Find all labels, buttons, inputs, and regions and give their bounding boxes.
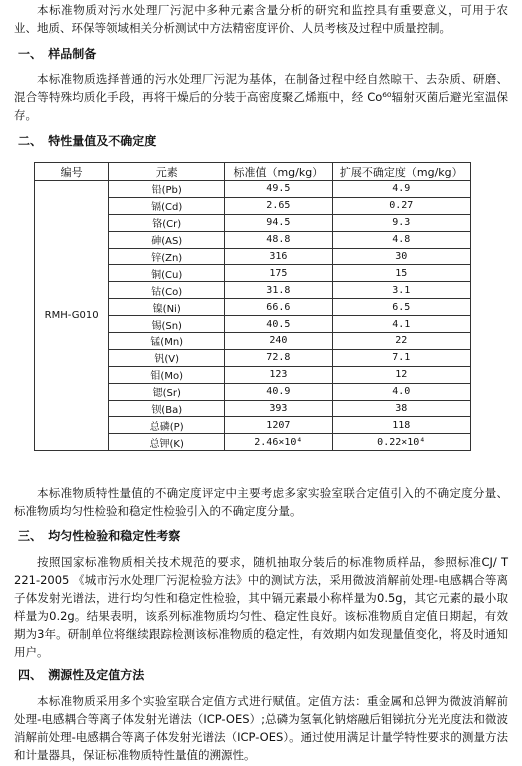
- element-cell: 铬(Cr): [109, 214, 225, 231]
- element-cell: 锰(Mn): [109, 333, 225, 350]
- standard-value-cell: 1207: [225, 417, 332, 434]
- uncertainty-cell: 6.5: [332, 299, 470, 316]
- section-number: 四、: [18, 668, 43, 682]
- preparation-paragraph: 本标准物质选择普通的污水处理厂污泥为基体，在制备过程中经自然晾干、去杂质、研磨、混合等特殊均质化手段，再将干燥后的分装于高密度聚乙烯瓶中，经 Co⁶⁰辐射灭菌后避光室温保存。: [14, 72, 508, 122]
- element-cell: 锡(Sn): [109, 316, 225, 333]
- section-heading-2: [18, 132, 156, 150]
- section-number: 二、: [18, 134, 43, 148]
- section-title: 样品制备: [48, 47, 97, 61]
- uncertainty-cell: 4.8: [332, 231, 470, 248]
- uncertainty-cell: 12: [332, 366, 470, 383]
- standard-value-cell: 175: [225, 265, 332, 282]
- uncertainty-cell: 3.1: [332, 282, 470, 299]
- element-cell: 钒(V): [109, 349, 225, 366]
- header-standard-value: 标准值（mg/kg）: [225, 163, 332, 181]
- section-number: 一、: [18, 47, 43, 61]
- uncertainty-cell: 7.1: [332, 349, 470, 366]
- uncertainty-paragraph: 本标准物质特性量值的不确定度评定中主要考虑多家实验室联合定值引入的不确定度分量、标准物质均匀性检验和稳定性检验引入的不确定度分量。: [14, 486, 508, 518]
- standard-value-cell: 393: [225, 400, 332, 417]
- standard-value-cell: 49.5: [225, 181, 332, 198]
- sample-code-cell: RMH-G010: [35, 181, 109, 451]
- standard-value-cell: 2.65: [225, 197, 332, 214]
- standard-value-cell: 48.8: [225, 231, 332, 248]
- reference-values-table: [34, 162, 471, 451]
- uncertainty-cell: 30: [332, 248, 470, 265]
- element-cell: 锶(Sr): [109, 383, 225, 400]
- uncertainty-cell: 9.3: [332, 214, 470, 231]
- section-title: 溯源性及定值方法: [48, 668, 145, 682]
- standard-value-cell: 40.5: [225, 316, 332, 333]
- section-title: 特性量值及不确定度: [48, 134, 157, 148]
- uncertainty-cell: 4.1: [332, 316, 470, 333]
- section-heading-4: [18, 666, 144, 684]
- standard-value-cell: 316: [225, 248, 332, 265]
- uncertainty-cell: 4.9: [332, 181, 470, 198]
- element-cell: 总钾(K): [109, 434, 225, 451]
- uncertainty-cell: 4.0: [332, 383, 470, 400]
- element-cell: 铜(Cu): [109, 265, 225, 282]
- header-code: 编号: [35, 163, 109, 181]
- table-body: [35, 181, 471, 451]
- section-heading-1: [18, 45, 96, 63]
- traceability-paragraph: 本标准物质采用多个实验室联合定值方式进行赋值。定值方法：重金属和总钾为微波消解前处理-电感耦合等离子体发射光谱法（ICP-OES）;总磷为氢氧化钠熔融后钼锑抗分光光度法和微波消解前处理-电感耦合等离子体发射光谱法（ICP-OES）。通过使用满足计量学特性要求的测量方法和计量器具，保证标准物质特性量值的溯源性。: [14, 694, 508, 762]
- element-cell: 钼(Mo): [109, 366, 225, 383]
- standard-value-cell: 40.9: [225, 383, 332, 400]
- element-cell: 钡(Ba): [109, 400, 225, 417]
- element-cell: 总磷(P): [109, 417, 225, 434]
- uncertainty-cell: 15: [332, 265, 470, 282]
- header-element: 元素: [109, 163, 225, 181]
- uncertainty-cell: 0.22×10⁴: [332, 434, 470, 451]
- uncertainty-cell: 0.27: [332, 197, 470, 214]
- element-cell: 镉(Cd): [109, 197, 225, 214]
- standard-value-cell: 123: [225, 366, 332, 383]
- table-row: [35, 181, 471, 198]
- standard-value-cell: 2.46×10⁴: [225, 434, 332, 451]
- section-title: 均匀性检验和稳定性考察: [48, 529, 181, 543]
- element-cell: 镍(Ni): [109, 299, 225, 316]
- header-uncertainty: 扩展不确定度（mg/kg）: [332, 163, 470, 181]
- standard-value-cell: 94.5: [225, 214, 332, 231]
- element-cell: 砷(AS): [109, 231, 225, 248]
- element-cell: 锌(Zn): [109, 248, 225, 265]
- standard-value-cell: 31.8: [225, 282, 332, 299]
- element-cell: 钴(Co): [109, 282, 225, 299]
- uncertainty-cell: 118: [332, 417, 470, 434]
- intro-paragraph: 本标准物质对污水处理厂污泥中多种元素含量分析的研究和监控具有重要意义，可用于农业、地质、环保等领域相关分析测试中方法精密度评价、人员考核及过程中质量控制。: [14, 3, 508, 35]
- section-heading-3: [18, 527, 180, 545]
- standard-value-cell: 66.6: [225, 299, 332, 316]
- table-header-row: [35, 163, 471, 181]
- section-number: 三、: [18, 529, 43, 543]
- uncertainty-cell: 22: [332, 333, 470, 350]
- standard-value-cell: 72.8: [225, 349, 332, 366]
- element-cell: 铅(Pb): [109, 181, 225, 198]
- homogeneity-paragraph: 按照国家标准物质相关技术规范的要求，随机抽取分装后的标准物质样品，参照标准CJ/ T 221-2005 《城市污水处理厂污泥检验方法》中的测试方法，采用微波消解前处理-电感耦合等离子体发射光谱法，进行均匀性和稳定性检验，其中镉元素最小称样量为0.5g，其它元素的最小取样量为0.2g。结果表明，该系列标准物质均匀性、稳定性良好。该标准物质自定值日期起，有效期为3年。研制单位将继续跟踪检测该标准物质的稳定性，有效期内如发现量值变化，将及时通知用户。: [14, 555, 508, 659]
- standard-value-cell: 240: [225, 333, 332, 350]
- uncertainty-cell: 38: [332, 400, 470, 417]
